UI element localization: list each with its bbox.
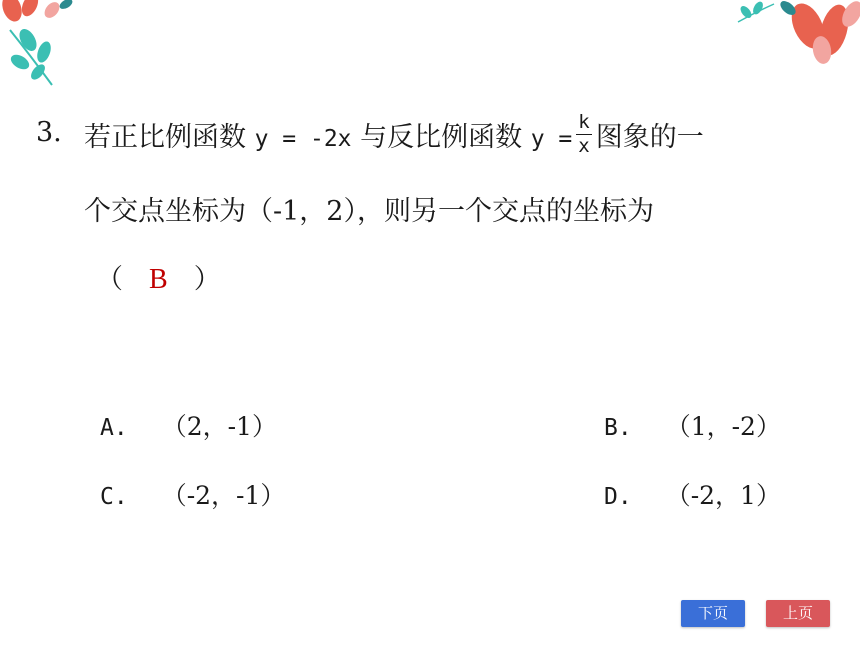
question-text-2: 与反比例函数 bbox=[360, 122, 523, 153]
fraction-k-over-x bbox=[576, 113, 591, 156]
formula-inverse-proportion: y = bbox=[530, 126, 573, 152]
option-a bbox=[100, 407, 277, 443]
option-a-label: A. bbox=[100, 415, 128, 441]
option-c bbox=[100, 476, 285, 512]
question-line-1 bbox=[84, 111, 704, 160]
floral-decoration-right bbox=[730, 0, 860, 70]
option-b-label: B. bbox=[604, 415, 632, 441]
option-c-label: C. bbox=[100, 484, 128, 510]
next-page-button[interactable]: 下页 bbox=[681, 600, 745, 627]
fraction-numerator: k bbox=[578, 111, 590, 133]
option-a-value: （2，-1） bbox=[161, 412, 277, 441]
previous-page-button[interactable]: 上页 bbox=[766, 600, 830, 627]
option-d-label: D. bbox=[604, 484, 632, 510]
option-c-value: （-2，-1） bbox=[161, 481, 286, 510]
option-b-value: （1，-2） bbox=[665, 412, 781, 441]
question-number: 3. bbox=[36, 117, 62, 148]
answer-line bbox=[96, 266, 221, 294]
answer-value: B bbox=[149, 264, 168, 295]
question-text-1: 若正比例函数 bbox=[84, 122, 246, 153]
fraction-denominator: x bbox=[578, 135, 590, 157]
answer-paren-close: ） bbox=[193, 264, 221, 295]
question-line-2: 个交点坐标为（-1，2），则另一个交点的坐标为 bbox=[84, 196, 654, 227]
option-b bbox=[604, 407, 781, 443]
question-text-3: 图象的一 bbox=[595, 122, 704, 153]
answer-paren-open: （ bbox=[96, 264, 123, 295]
formula-direct-proportion: y = -2x bbox=[254, 126, 352, 152]
option-d bbox=[604, 476, 781, 512]
floral-decoration-left bbox=[0, 0, 80, 90]
option-d-value: （-2，1） bbox=[665, 481, 781, 510]
